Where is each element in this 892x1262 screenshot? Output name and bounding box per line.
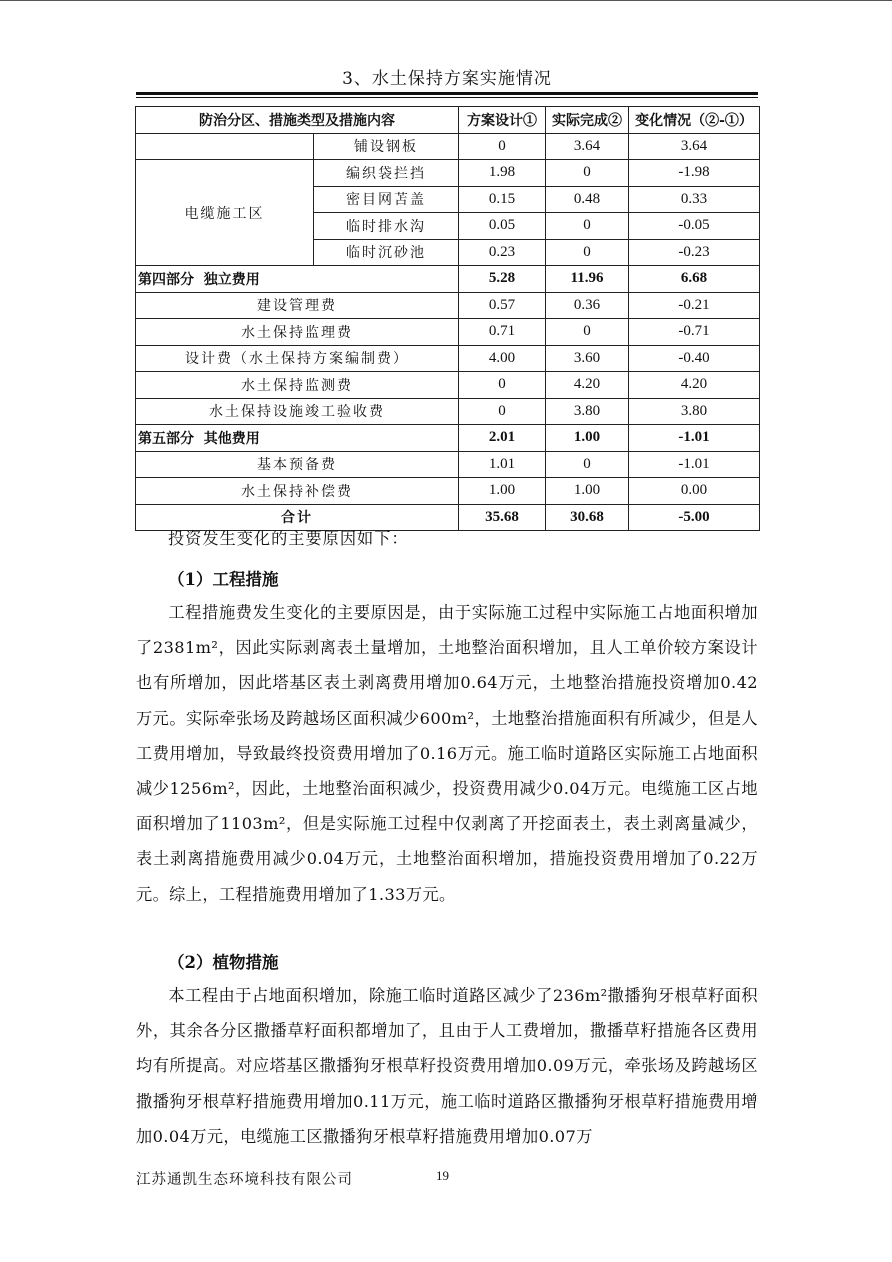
item-cell: 水土保持设施竣工验收费 (136, 398, 459, 425)
item-cell: 设计费（水土保持方案编制费） (136, 345, 459, 372)
measure-cell: 密目网苫盖 (314, 186, 459, 213)
measure-cell: 编织袋拦挡 (314, 160, 459, 187)
design-cell: 1.98 (459, 160, 546, 187)
item-cell: 建设管理费 (136, 292, 459, 319)
column-header: 防治分区、措施类型及措施内容 (136, 107, 459, 134)
design-cell: 2.01 (459, 425, 546, 452)
change-cell: -0.05 (629, 213, 760, 240)
header-rule-thin (136, 97, 758, 98)
item-cell: 水土保持监理费 (136, 319, 459, 346)
section-paragraph-plant: 本工程由于占地面积增加，除施工临时道路区减少了236m²撒播狗牙根草籽面积外，其余各分区撒播草籽面积都增加了，且由于人工费增加，撒播草籽措施各区费用均有所提高。对应塔基区撒播狗牙根草籽投资费用增加0.09万元，牵张场及跨越场区撒播狗牙根草籽措施费用增加0.11万元，施工临时道路区撒播狗牙根草籽措施费用增加0.04万元，电缆施工区撒播狗牙根草籽措施费用增加0.07万 (136, 986, 758, 1146)
actual-cell: 1.00 (546, 478, 629, 505)
design-cell: 0 (459, 372, 546, 399)
design-cell: 0 (459, 398, 546, 425)
actual-cell: 0.36 (546, 292, 629, 319)
design-cell: 1.00 (459, 478, 546, 505)
design-cell: 0.71 (459, 319, 546, 346)
table-header-row (136, 107, 760, 134)
column-header: 方案设计① (459, 107, 546, 134)
column-header: 实际完成② (546, 107, 629, 134)
page-number: 19 (436, 1168, 449, 1183)
page-header-title: 3、水土保持方案实施情况 (342, 69, 552, 89)
change-cell: 0.00 (629, 478, 760, 505)
item-cell: 水土保持补偿费 (136, 478, 459, 505)
change-cell: -0.21 (629, 292, 760, 319)
table-row (136, 160, 760, 187)
actual-cell: 11.96 (546, 266, 629, 293)
table-row (136, 292, 760, 319)
actual-cell: 3.60 (546, 345, 629, 372)
change-cell: 0.33 (629, 186, 760, 213)
actual-cell: 0 (546, 319, 629, 346)
change-cell: 3.80 (629, 398, 760, 425)
table-row (136, 319, 760, 346)
actual-cell: 0 (546, 451, 629, 478)
measure-cell: 临时沉砂池 (314, 239, 459, 266)
section-paragraph-engineering: 工程措施费发生变化的主要原因是，由于实际施工过程中实际施工占地面积增加了2381m²，因此实际剥离表土量增加，土地整治面积增加，且人工单价较方案设计也有所增加，因此塔基区表土剥离费用增加0.64万元，土地整治措施投资增加0.42万元。实际牵张场及跨越场区面积减少600m²，土地整治措施面积有所减少，但是人工费用增加，导致最终投资费用增加了0.16万元。施工临时道路区实际施工占地面积减少1256m²，因此，土地整治面积减少，投资费用减少0.04万元。电缆施工区占地面积增加了1103m²，但是实际施工过程中仅剥离了开挖面表土，表土剥离量减少，表土剥离措施费用减少0.04万元，土地整治面积增加，措施投资费用增加了0.22万元。综上，工程措施费用增加了1.33万元。 (136, 603, 758, 904)
design-cell: 0.23 (459, 239, 546, 266)
table-row (136, 133, 760, 160)
part-label: 第四部分 独立费用 (136, 266, 459, 293)
top-border-line (0, 0, 892, 1)
design-cell: 0.57 (459, 292, 546, 319)
table-row (136, 398, 760, 425)
table-row (136, 372, 760, 399)
change-cell: -0.23 (629, 239, 760, 266)
measure-cell: 铺设钢板 (314, 133, 459, 160)
change-cell: -0.71 (629, 319, 760, 346)
design-cell: 1.01 (459, 451, 546, 478)
change-cell: -1.01 (629, 451, 760, 478)
section-heading-engineering: （1）工程措施 (168, 570, 279, 589)
actual-cell: 30.68 (546, 504, 629, 531)
change-cell: -5.00 (629, 504, 760, 531)
actual-cell: 4.20 (546, 372, 629, 399)
design-cell: 0.05 (459, 213, 546, 240)
table-row-part5 (136, 425, 760, 452)
zone-cell-cable: 电缆施工区 (136, 160, 314, 266)
change-cell: -1.01 (629, 425, 760, 452)
table-row-part4 (136, 266, 760, 293)
section-heading-plant: （2）植物措施 (168, 953, 279, 972)
footer-company: 江苏通凯生态环境科技有限公司 (136, 1172, 353, 1188)
measure-cell: 临时排水沟 (314, 213, 459, 240)
header-rule-thick (136, 92, 758, 95)
item-cell: 水土保持监测费 (136, 372, 459, 399)
actual-cell: 0.48 (546, 186, 629, 213)
design-cell: 0 (459, 133, 546, 160)
table-cell-empty (136, 133, 314, 160)
design-cell: 0.15 (459, 186, 546, 213)
table-row (136, 345, 760, 372)
change-cell: -0.40 (629, 345, 760, 372)
intro-text: 投资发生变化的主要原因如下： (168, 529, 409, 548)
total-label: 合计 (136, 504, 459, 531)
design-cell: 5.28 (459, 266, 546, 293)
design-cell: 35.68 (459, 504, 546, 531)
actual-cell: 0 (546, 160, 629, 187)
table-row (136, 451, 760, 478)
design-cell: 4.00 (459, 345, 546, 372)
investment-table (135, 106, 760, 531)
change-cell: 4.20 (629, 372, 760, 399)
change-cell: 6.68 (629, 266, 760, 293)
change-cell: 3.64 (629, 133, 760, 160)
change-cell: -1.98 (629, 160, 760, 187)
item-cell: 基本预备费 (136, 451, 459, 478)
actual-cell: 3.64 (546, 133, 629, 160)
table-row (136, 478, 760, 505)
actual-cell: 3.80 (546, 398, 629, 425)
actual-cell: 0 (546, 213, 629, 240)
part-label: 第五部分 其他费用 (136, 425, 459, 452)
actual-cell: 1.00 (546, 425, 629, 452)
actual-cell: 0 (546, 239, 629, 266)
column-header: 变化情况（②-①） (629, 107, 760, 134)
